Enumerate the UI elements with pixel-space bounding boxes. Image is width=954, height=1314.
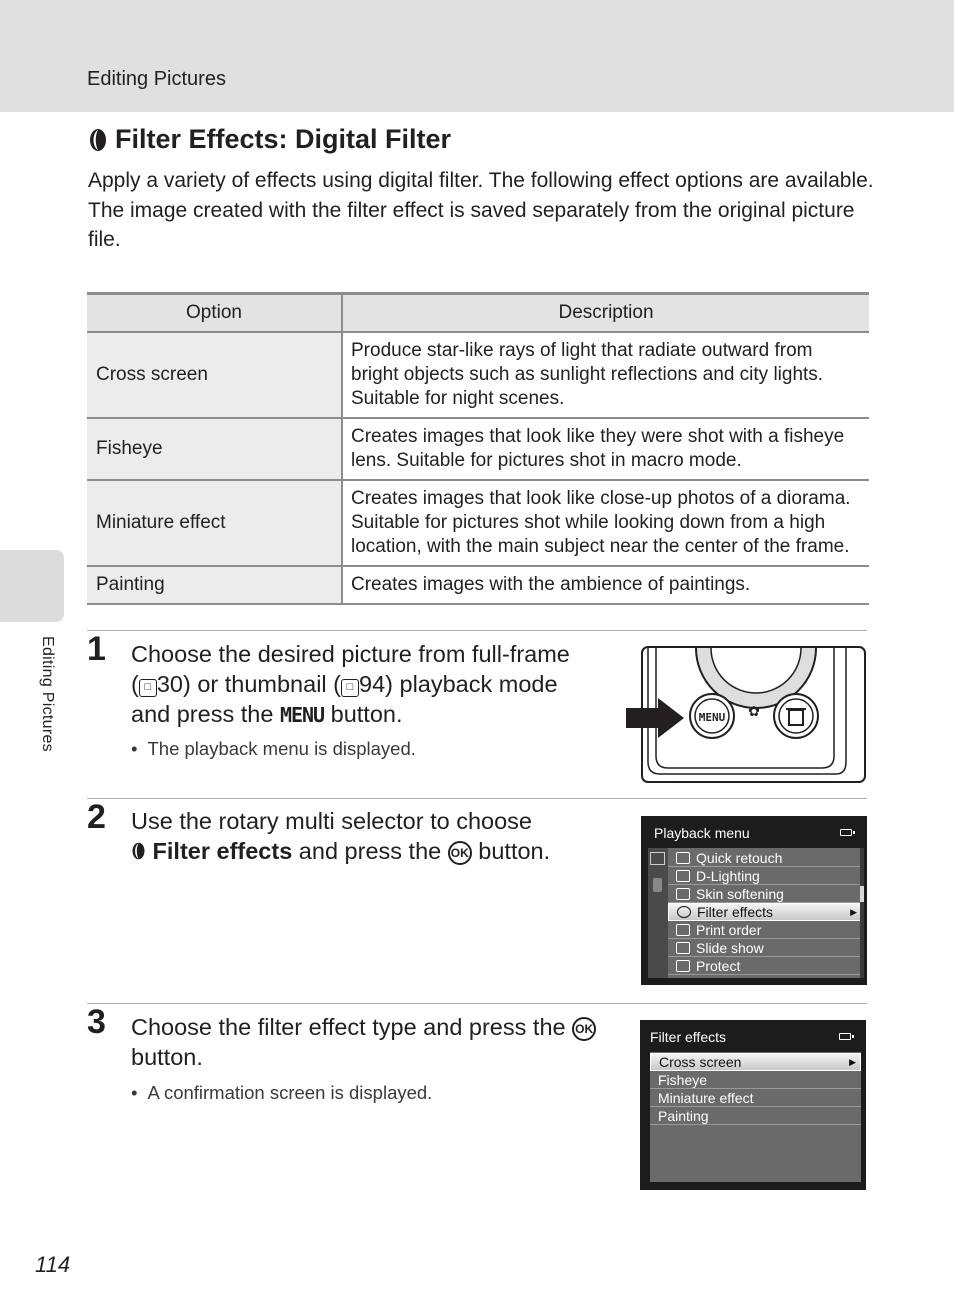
step-number-1: 1 (87, 630, 106, 668)
step-3-bullet: • A confirmation screen is displayed. (131, 1082, 432, 1104)
table-header-row (87, 294, 869, 332)
menu-item-label: Cross screen (659, 1054, 742, 1070)
page-reference: 30 (156, 671, 183, 697)
screen-title: Filter effects (650, 1029, 726, 1045)
description-cell: Creates images that look like close-up photos of a diorama. Suitable for pictures shot while looking down from a high location, with the main subject near the center of the frame. (342, 480, 869, 566)
camera-menu-button-label: MENU (698, 711, 726, 724)
print-order-icon (676, 924, 690, 936)
quick-retouch-icon (676, 852, 690, 864)
d-lighting-icon (676, 870, 690, 882)
skin-softening-icon (676, 888, 690, 900)
description-cell: Creates images that look like they were shot with a fisheye lens. Suitable for pictures shot in macro mode. (342, 418, 869, 480)
menu-item-cross-screen[interactable] (650, 1053, 861, 1071)
screen-title: Playback menu (654, 825, 750, 841)
setup-tab-icon (653, 878, 662, 892)
scrollbar-thumb[interactable] (860, 886, 864, 902)
playback-tab-icon (650, 852, 665, 865)
step-divider (87, 798, 867, 799)
menu-item-label: Print order (696, 921, 762, 938)
table-row (87, 332, 869, 418)
step-divider (87, 1003, 867, 1004)
chevron-right-icon: ▶ (849, 1056, 856, 1067)
ok-button-glyph: OK (572, 1017, 596, 1041)
menu-list (650, 1052, 861, 1182)
filter-effects-screen (640, 1020, 866, 1190)
menu-item-filter-effects[interactable] (668, 903, 862, 921)
menu-item-label: Painting (658, 1107, 709, 1124)
step-divider (87, 630, 867, 631)
menu-item-label: Quick retouch (696, 849, 783, 866)
step-1-text: button. (324, 701, 403, 727)
filter-effects-label: Filter effects (152, 838, 293, 864)
intro-text (88, 166, 878, 255)
step-1-text: and press the (131, 701, 280, 727)
page-title-text: Filter Effects: Digital Filter (115, 124, 452, 154)
ok-button-glyph: OK (448, 841, 472, 865)
description-cell: Produce star-like rays of light that radiate outward from bright objects such as sunlight reflections and city lights. Suitable for night scenes. (342, 332, 869, 418)
menu-item-quick-retouch[interactable] (668, 849, 862, 867)
column-header-option: Option (87, 294, 342, 332)
menu-item-label: Fisheye (658, 1071, 708, 1088)
step-2-line-1: Use the rotary multi selector to choose (131, 808, 532, 834)
table-row (87, 480, 869, 566)
menu-item-slide-show[interactable] (668, 939, 862, 957)
column-header-description: Description (342, 294, 869, 332)
menu-item-label: Skin softening (696, 885, 784, 902)
side-chapter-label: Editing Pictures (39, 636, 56, 752)
menu-tab-strip (648, 848, 668, 978)
description-cell: Creates images with the ambience of paintings. (342, 566, 869, 604)
page-reference-icon: □ (341, 679, 359, 697)
step-1-paren: ( (131, 671, 139, 697)
menu-item-skin-softening[interactable] (668, 885, 862, 903)
filter-options-table (87, 292, 869, 605)
step-2-instruction (131, 806, 611, 866)
menu-list (668, 848, 862, 978)
header-band (0, 0, 954, 112)
option-cell: Cross screen (87, 332, 342, 418)
filter-effects-icon (677, 906, 691, 918)
filter-effects-icon (88, 127, 108, 153)
step-3-text: Choose the filter effect type and press the (131, 1014, 573, 1040)
battery-icon (839, 1033, 851, 1040)
menu-item-label: Miniature effect (658, 1089, 754, 1106)
step-number-2: 2 (87, 798, 106, 836)
menu-item-protect[interactable] (668, 957, 862, 975)
table-row (87, 566, 869, 604)
page-title (88, 124, 451, 155)
intro-paragraph-1: Apply a variety of effects using digital filter. The following effect options are available. (88, 169, 874, 192)
menu-item-d-lighting[interactable] (668, 867, 862, 885)
option-cell: Painting (87, 566, 342, 604)
page-reference: 94 (359, 671, 386, 697)
table-row (87, 418, 869, 480)
protect-key-icon (676, 960, 690, 972)
menu-item-painting[interactable] (650, 1107, 861, 1125)
slide-show-icon (676, 942, 690, 954)
menu-button-glyph: MENU (279, 703, 325, 727)
step-2-text: button. (471, 838, 551, 864)
step-3-instruction (131, 1012, 611, 1072)
menu-item-label: D-Lighting (696, 867, 760, 884)
menu-item-label: Filter effects (697, 904, 773, 920)
step-2-text: and press the (292, 838, 448, 864)
step-1-line-1: Choose the desired picture from full-frame (131, 641, 570, 667)
step-3-text: button. (131, 1044, 203, 1070)
step-1-text: ) playback mode (385, 671, 558, 697)
page-number: 114 (35, 1252, 71, 1277)
section-header: Editing Pictures (87, 68, 226, 90)
intro-paragraph-2: The image created with the filter effect is saved separately from the original picture file. (88, 198, 855, 251)
playback-menu-screen (641, 816, 867, 985)
page-reference-icon: □ (139, 679, 157, 697)
option-cell: Miniature effect (87, 480, 342, 566)
macro-flower-icon: ✿ (748, 703, 760, 719)
step-1-instruction (131, 639, 611, 730)
option-cell: Fisheye (87, 418, 342, 480)
step-1-text: ) or thumbnail ( (182, 671, 341, 697)
camera-back-illustration (626, 646, 868, 784)
filter-effects-icon (131, 841, 146, 861)
battery-icon (840, 829, 852, 836)
side-chapter-tab (0, 550, 64, 622)
menu-item-label: Protect (696, 957, 741, 974)
step-1-bullet: • The playback menu is displayed. (131, 738, 416, 760)
step-number-3: 3 (87, 1003, 106, 1041)
scrollbar[interactable] (860, 848, 864, 978)
menu-item-miniature-effect[interactable] (650, 1089, 861, 1107)
menu-item-fisheye[interactable] (650, 1071, 861, 1089)
menu-item-label: Slide show (696, 939, 764, 956)
menu-item-print-order[interactable] (668, 921, 862, 939)
chevron-right-icon: ▶ (850, 906, 857, 917)
